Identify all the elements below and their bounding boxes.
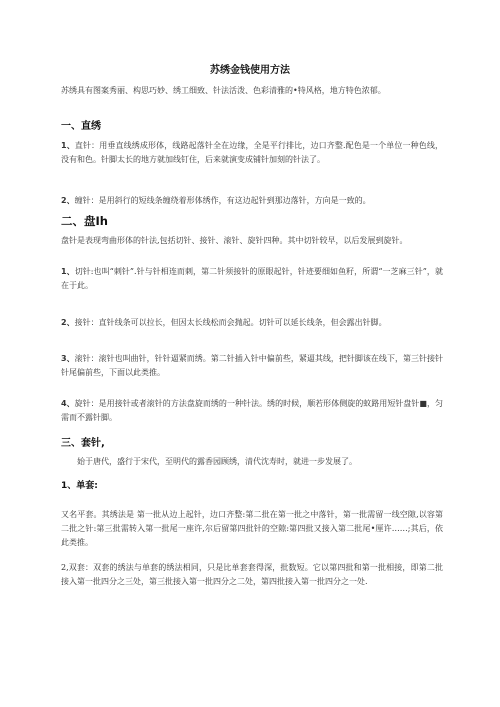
item-text: 滚针：滚针也叫曲针，针针逼紧而绣。第二针插入针中偏前些，紧逼其线，把针脚该在线下，第三针接针针尾偏前些，下面以此类推。 <box>61 354 443 377</box>
paragraph-wrap-needle <box>61 194 443 208</box>
paragraph-straight-needle <box>61 139 443 167</box>
item-number: 1、 <box>61 141 75 150</box>
paragraph-double-set: 2,双套：双套的绣法与单套的绣法相同，只是比单套套得深，批数短。它以第四批和第一批相接，即第二批接入第一批四分之三处，第三批接入第一批四分之二处，第四批接入第一批四分之一处. <box>61 563 443 586</box>
paragraph-spiral-needle <box>61 397 443 425</box>
paragraph-single-set: 又名平套。其绣法是 第一批从边上起针，边口齐整:第二批在第一批之中落针，第一批需留一线空隙,以容第二批之针:第三批需转入第一批尾一座许,尔后留第四批针的空隙:第四批又接入第二批尾•厘许……;其后，依此类推。 <box>61 510 443 547</box>
section-heading-set-stitch: 三、套针, <box>61 438 105 449</box>
set-stitch-intro: 始于唐代，盛行于宋代，至明代的露香园顾绣，清代沈寿时，就进一步发展了。 <box>77 457 357 466</box>
item-text: 缠针：是用斜行的短线条缠绕着形体绣作，有这边起针到那边落针，方向是一致的。 <box>74 196 371 205</box>
item-number: 2、 <box>61 318 75 327</box>
intro-paragraph: 苏绣具有图案秀丽、构思巧妙、绣工细致、针法活泼、色彩清雅的•特风格，地方特色浓郁。 <box>61 86 386 95</box>
item-text: 切针:也叫“刺针”.针与针相连而刺，第二针须接针的原眼起针，针迹要细如鱼籽，所谓“一芝麻三针”，就在于此。 <box>61 267 443 290</box>
item-number: 2、 <box>61 196 75 205</box>
item-number: 4、 <box>61 399 75 408</box>
item-number: 3、 <box>61 354 75 363</box>
paragraph-cut-needle <box>61 265 443 293</box>
subheading-single-set: 1、单套: <box>61 481 98 491</box>
section-heading-coil-stitch: 二、盘Ih <box>61 214 108 228</box>
item-text: 旋针：是用接针或者滚针的方法盘旋而绣的一种针法。绣的时候，顺若形体侧旋的蚊路用短针盘针■，匀需而不露针脚。 <box>61 399 443 422</box>
item-text: 接针：直针线条可以拉长，但因太长线松而会抛起。切针可以延长线条，但会露出针脚。 <box>74 318 387 327</box>
item-text: 直针：用垂直线绣成形体，线路起落针全在边缘，全是平行排比，边口齐整.配色是一个单位一种色线，没有和色。针脚太长的地方就加线钉住，后来就演变成铺针加刻的针法了。 <box>61 141 443 164</box>
section-heading-straight-stitch: 一、直绣 <box>61 121 101 132</box>
paragraph-join-needle <box>61 316 443 330</box>
paragraph-roll-needle <box>61 352 443 380</box>
item-number: 1、 <box>61 267 75 276</box>
document-title: 苏绣金钱使用方法 <box>210 65 290 76</box>
coil-stitch-intro: 盘针是表现弯曲形体的针法,包括切针、接针、滚针、旋针四种。其中切针较早，以后发展到旋针。 <box>61 236 408 245</box>
